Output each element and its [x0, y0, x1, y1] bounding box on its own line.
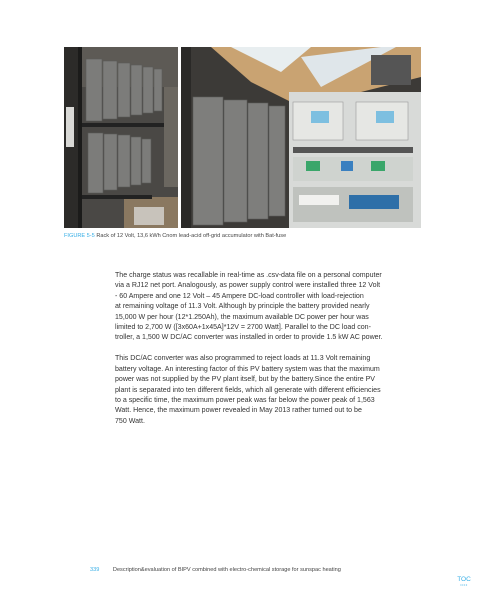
- page-footer: [90, 567, 341, 573]
- text-line: troller, a 1,500 W DC/AC converter was installed in order to provide 1.5 kW AC power.: [115, 334, 383, 342]
- text-line: The charge status was recallable in real-time as .csv-data file on a personal computer: [115, 272, 382, 279]
- figure-label: FIGURE 5-5: [64, 233, 95, 239]
- text-line: to a specific time, the maximum power peak was far below the power peak of 1,563: [115, 396, 375, 404]
- text-line: at remaining voltage of 11.3 Volt. Although by principle the battery provided nearly: [115, 303, 370, 311]
- text-line: via a RJ12 net port. Analogously, as power supply control were installed three 12 Volt: [115, 282, 381, 290]
- text-line: limited to 2,700 W ([3x60A+1x45A]*12V = 2700 Watt]. Parallel to the DC load con-: [115, 324, 371, 332]
- text-line: Watt. Hence, the maximum power revealed in May 2013 rather turned out to be: [115, 407, 362, 415]
- paragraph-2: [115, 354, 427, 427]
- paragraph-1: [115, 271, 427, 344]
- text-line: This DC/AC converter was also programmed to reject loads at 11.3 Volt remaining: [115, 355, 371, 363]
- toc-link[interactable]: [455, 576, 473, 587]
- text-line: 750 Watt.: [115, 417, 145, 425]
- body-text: [115, 271, 427, 438]
- controller-cabinet-photo: [181, 47, 421, 228]
- text-line: 15,000 W per hour (12*1.250Ah), the maximum available DC power per hour was: [115, 313, 369, 321]
- toc-dots: ••••: [460, 582, 468, 587]
- figure-caption-text: Rack of 12 Volt, 13,6 kWh Cnom lead-acid off-grid accumulator with Bat-fuse: [96, 233, 287, 239]
- figure-caption: [64, 233, 444, 240]
- text-line: power was not supplied by the PV plant itself, but by the battery.Since the entire PV: [115, 376, 375, 384]
- text-line: battery voltage. An interesting factor of this PV battery system was that the maximum: [115, 365, 380, 373]
- battery-rack-photo: [64, 47, 178, 228]
- page-number: 339: [90, 567, 100, 573]
- toc-label: TOC: [457, 576, 471, 583]
- text-line: - 60 Ampere and one 12 Volt – 45 Ampere DC-load controller with load-rejection: [115, 292, 364, 300]
- text-line: plant is separated into ten different fields, which all generate with different efficiencies: [115, 386, 381, 394]
- running-title: Description&evaluation of BIPV combined with electro-chemical storage for sunspac heating: [112, 567, 341, 573]
